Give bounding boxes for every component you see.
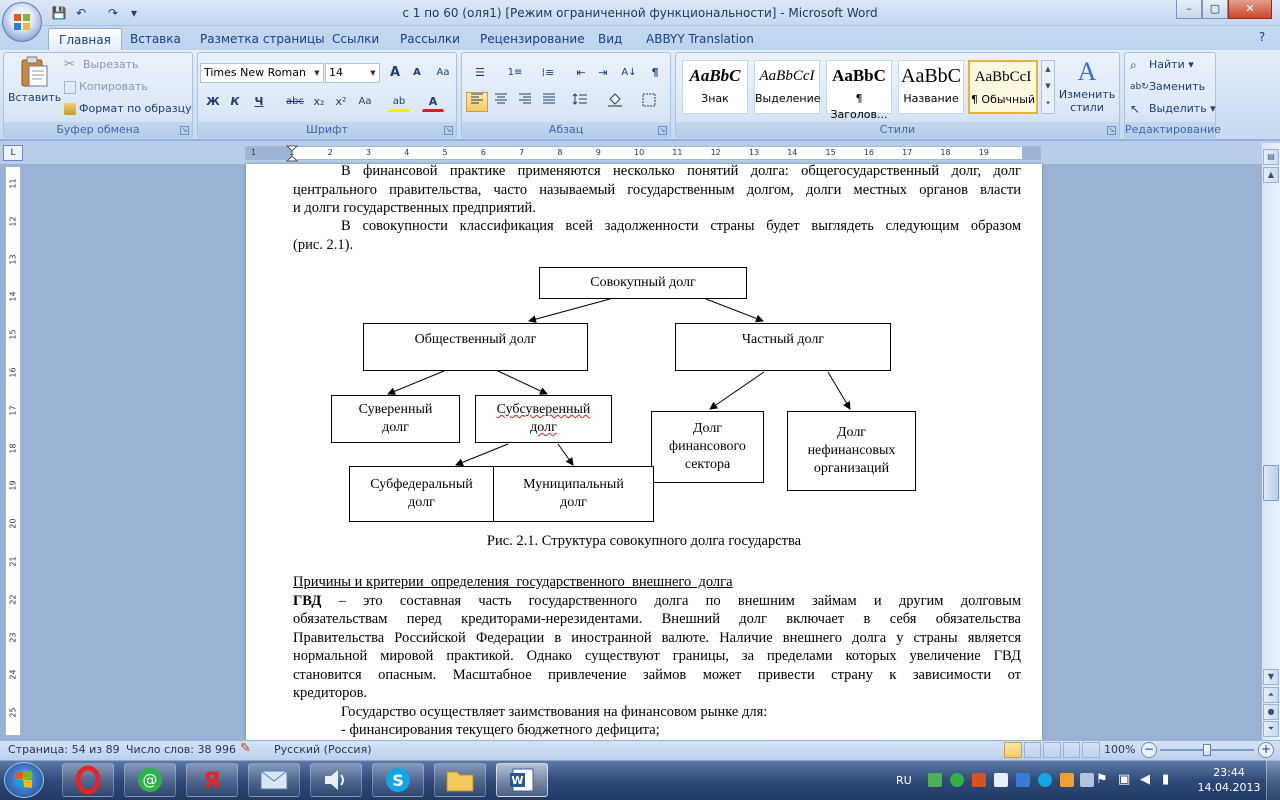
ruler-number: 8: [557, 148, 563, 157]
italic-button[interactable]: К: [230, 95, 240, 108]
tab-references[interactable]: Ссылки: [332, 32, 380, 46]
box-municipal-debt: Муниципальный долг: [493, 466, 654, 522]
tab-home[interactable]: Главная: [48, 28, 122, 50]
paragraph-line: и долги государственных предприятий.: [293, 200, 536, 216]
word-count[interactable]: Число слов: 38 996: [126, 743, 236, 756]
box-sovereign-debt: Суверенный долг: [331, 395, 460, 443]
select-label: Выделить: [1149, 102, 1207, 115]
mail-envelope-icon: [260, 769, 288, 791]
numbering-button[interactable]: 1≡: [507, 67, 523, 78]
brush-icon: [64, 103, 76, 115]
style-preview: AaBbC: [689, 66, 741, 85]
ruler-number: 19: [8, 480, 18, 491]
document-page[interactable]: [246, 164, 1042, 740]
outline-view-icon[interactable]: [1063, 742, 1081, 758]
ruler-number: 9: [595, 148, 601, 157]
vertical-ruler[interactable]: [5, 166, 21, 736]
speaker-icon: [322, 767, 350, 793]
arrow-private-financial: [710, 372, 764, 409]
indent-marker-icon[interactable]: [286, 146, 298, 161]
paragraph-line: обязательствам перед кредиторами-нерезидентами. Внешний долг включает в себя обязательства: [293, 611, 1021, 627]
browse-object-icon[interactable]: ●: [1263, 704, 1279, 720]
style-preview: AaBbCcI: [974, 69, 1032, 85]
skype-icon: [384, 766, 412, 794]
close-button[interactable]: ✕: [1228, 0, 1272, 19]
update-tray-icon[interactable]: [1060, 773, 1074, 787]
tab-view[interactable]: Вид: [598, 32, 623, 46]
scroll-up-icon[interactable]: ▲: [1263, 167, 1279, 183]
strikethrough-button[interactable]: abc: [286, 96, 304, 107]
office-button[interactable]: [2, 2, 42, 42]
ruler-number: 25: [8, 707, 18, 718]
shading-button[interactable]: [600, 92, 630, 112]
copy-button[interactable]: [64, 77, 148, 97]
svg-text:W: W: [511, 774, 524, 787]
full-screen-reading-icon[interactable]: [1024, 742, 1042, 758]
taskbar-explorer[interactable]: [434, 763, 486, 797]
box-private-debt: Частный долг: [675, 323, 891, 371]
ruler-number: 17: [902, 148, 913, 157]
svg-text:S: S: [392, 771, 404, 790]
horizontal-ruler[interactable]: [245, 146, 1041, 160]
redo-icon[interactable]: ↷: [107, 6, 119, 20]
taskbar-sound[interactable]: [310, 763, 362, 797]
font-family-value: Times New Roman: [204, 66, 306, 79]
previous-page-icon[interactable]: ⏶: [1263, 687, 1279, 703]
yandex-icon: [200, 766, 224, 794]
grow-font-button[interactable]: A: [389, 65, 401, 80]
volume-icon[interactable]: ◀: [1140, 772, 1150, 787]
scissors-icon: ✂: [64, 57, 75, 72]
change-styles-icon: A: [1077, 57, 1097, 86]
clock[interactable]: [1196, 765, 1262, 795]
ruler-number: 21: [8, 556, 18, 567]
subscript-button[interactable]: x₂: [313, 95, 325, 108]
zoom-out-icon[interactable]: −: [1141, 742, 1157, 758]
download-tray-icon[interactable]: [928, 773, 942, 787]
scroll-thumb[interactable]: [1263, 465, 1279, 501]
box-public-debt: Общественный долг: [363, 323, 588, 371]
ruler-number: 16: [863, 148, 874, 157]
borders-icon: [642, 93, 656, 107]
clear-formatting-button[interactable]: Aa: [436, 67, 450, 78]
paragraph-line: Государство осуществляет заимствования на финансовом рынке для:: [341, 703, 768, 720]
box-subfederal-debt: Субфедеральный долг: [349, 466, 494, 522]
ruler-number: 11: [8, 178, 18, 189]
tab-mailings[interactable]: Рассылки: [400, 32, 460, 46]
ruler-number: 13: [748, 148, 760, 157]
signal-icon[interactable]: ▮: [1162, 772, 1170, 787]
paint-bucket-icon: [607, 93, 623, 107]
ruler-number: 1: [289, 148, 295, 157]
font-launcher-icon[interactable]: ↘: [445, 126, 452, 134]
window-title: с 1 по 60 (оля1) [Режим ограниченной функциональности] - Microsoft Word: [402, 6, 878, 20]
svg-text:Я: Я: [203, 769, 221, 794]
skype-tray-icon[interactable]: [1038, 773, 1052, 787]
justify-icon: [542, 93, 556, 105]
ruler-number: 23: [8, 632, 18, 643]
ruler-number: 22: [8, 594, 18, 605]
arrow-subsovereign-subfederal: [456, 444, 508, 465]
paste-icon: [19, 56, 49, 88]
paragraph-line: становится опасным. Масштабное привлечение займов может привести страну к зависимости от: [293, 666, 1021, 683]
format-painter-label: Формат по образцу: [79, 102, 192, 115]
windows-logo-icon: [5, 763, 43, 797]
section-heading: Причины и критерии определения государственного внешнего долга: [293, 574, 733, 590]
styles-scroll[interactable]: [1041, 60, 1055, 114]
ruler-number: 16: [8, 367, 18, 378]
folder-icon: [445, 767, 475, 793]
chevron-down-icon: ▼: [370, 69, 376, 77]
taskbar-yandex[interactable]: [186, 763, 238, 797]
sort-button[interactable]: A↓: [621, 67, 637, 78]
change-styles-button[interactable]: [1058, 56, 1116, 118]
paragraph-line-text: – это составная часть государственного долга по внешним займам и другим долговым: [321, 592, 1021, 609]
paste-label: Вставить: [8, 91, 62, 104]
underline-button[interactable]: Ч: [254, 95, 264, 108]
ruler-number: 3: [365, 148, 371, 157]
multilevel-list-button[interactable]: ⁞≡: [541, 66, 555, 79]
align-left-button[interactable]: [466, 92, 488, 112]
list-item: - финансирования текущего бюджетного дефицита;: [341, 722, 660, 738]
tab-insert[interactable]: Вставка: [130, 32, 181, 46]
ruler-number: 18: [8, 443, 18, 454]
style-emphasis[interactable]: [754, 60, 820, 114]
style-preview: AaBbCcI: [759, 68, 815, 84]
scroll-up-icon[interactable]: ▲: [1045, 65, 1051, 73]
start-button[interactable]: [4, 762, 44, 798]
gvd-term: ГВД: [293, 592, 322, 609]
tab-review[interactable]: Рецензирование: [480, 32, 585, 46]
ruler-number: 13: [8, 254, 18, 265]
paragraph-line: кредиторов.: [293, 685, 368, 701]
ruler-number: 6: [480, 148, 486, 157]
save-icon[interactable]: 💾: [51, 6, 67, 20]
app-tray-icon[interactable]: [972, 773, 986, 787]
tab-abbyy-translation[interactable]: ABBYY Translation: [646, 32, 754, 46]
paragraph-line: В совокупности классификация всей задолженности страны будет выглядеть следующим образом: [341, 218, 1021, 234]
shrink-font-button[interactable]: A: [413, 67, 421, 78]
styles-launcher-icon[interactable]: ↘: [1108, 126, 1115, 134]
align-center-button[interactable]: [490, 92, 512, 112]
font-family-select[interactable]: [200, 63, 324, 83]
cut-label: Вырезать: [83, 58, 139, 71]
paste-button[interactable]: [8, 56, 60, 118]
align-left-icon: [470, 93, 484, 105]
editing-group-label: Редактирование: [1125, 123, 1221, 136]
style-name: Знак: [701, 92, 729, 105]
help-icon[interactable]: ?: [1258, 30, 1266, 44]
tab-page-layout[interactable]: Разметка страницы: [200, 32, 325, 46]
network-drive-tray-icon[interactable]: [1016, 773, 1030, 787]
binoculars-icon: ⌕: [1130, 58, 1137, 72]
ruler-number: 24: [8, 669, 18, 680]
arrow-public-sovereign: [388, 371, 444, 394]
select-button[interactable]: ↖ Выделить ▾: [1130, 102, 1216, 116]
find-button[interactable]: ⌕ Найти ▾: [1130, 58, 1194, 72]
change-styles-label: Изменить стили: [1058, 88, 1116, 114]
style-name: Название: [903, 92, 959, 105]
ruler-number: 4: [404, 148, 410, 157]
ruler-number: 18: [940, 148, 951, 157]
highlight-button[interactable]: ab: [388, 92, 410, 112]
paragraph-line: В финансовой практике применяются несколько понятий долга: общегосударственный долг, долг: [341, 163, 1021, 179]
scroll-down-icon[interactable]: ▼: [1263, 669, 1279, 685]
justify-button[interactable]: [538, 92, 560, 112]
clipboard-group-label: Буфер обмена: [4, 122, 192, 137]
paragraph-group-label: Абзац: [462, 122, 670, 137]
find-label: Найти: [1149, 58, 1185, 71]
box-subsovereign-debt: Субсуверенный долг: [475, 395, 612, 443]
undo-icon[interactable]: ↶: [75, 6, 87, 20]
language-indicator[interactable]: Русский (Россия): [274, 743, 372, 756]
clock-time: 23:44: [1213, 766, 1245, 779]
taskbar-word[interactable]: [496, 763, 548, 797]
draft-view-icon[interactable]: [1082, 742, 1100, 758]
borders-button[interactable]: [634, 92, 664, 112]
ruler-number: 10: [634, 148, 645, 157]
align-right-icon: [518, 93, 532, 105]
figure-caption: Рис. 2.1. Структура совокупного долга государства: [486, 533, 802, 549]
network-icon[interactable]: ▣: [1118, 772, 1131, 787]
box-total-debt: Совокупный долг: [539, 267, 747, 299]
zoom-in-icon[interactable]: +: [1258, 742, 1274, 758]
increase-indent-button[interactable]: ⇥: [598, 66, 608, 79]
ruler-number: 12: [8, 216, 18, 227]
arrow-total-private: [706, 299, 763, 321]
ruler-right-margin: [1022, 147, 1040, 159]
input-language[interactable]: RU: [896, 774, 912, 787]
paragraph-line: нормальной мировой практикой. Однако существуют границы, за пределами которых увеличение ГВД: [293, 648, 1021, 664]
more-styles-icon[interactable]: ▾: [1046, 99, 1050, 107]
svg-text:@: @: [142, 771, 158, 789]
change-case-button[interactable]: Aa: [358, 96, 372, 107]
style-preview: AaBbC: [832, 66, 886, 85]
superscript-button[interactable]: x²: [335, 95, 347, 108]
ruler-toggle-icon[interactable]: ▤: [1263, 149, 1279, 165]
ruler-number: 14: [8, 291, 18, 302]
font-color-button[interactable]: A: [422, 92, 444, 112]
show-marks-button[interactable]: ¶: [651, 66, 659, 79]
vertical-scrollbar[interactable]: [1262, 143, 1280, 740]
customize-qat-icon[interactable]: ▾: [130, 6, 138, 20]
taskbar-mail-agent[interactable]: [124, 763, 176, 797]
box-financial-sector-debt: Долг финансового сектора: [651, 411, 764, 483]
spelling-check-icon[interactable]: ✎: [240, 741, 251, 756]
opera-icon: [75, 766, 101, 794]
align-right-button[interactable]: [514, 92, 536, 112]
ruler-number: 12: [710, 148, 721, 157]
bold-button[interactable]: Ж: [206, 95, 220, 108]
ruler-number: 17: [8, 405, 18, 416]
view-buttons: [1004, 742, 1100, 758]
minimize-button[interactable]: –: [1176, 0, 1202, 19]
office-logo-icon: [12, 12, 32, 32]
cut-button[interactable]: [64, 55, 138, 75]
style-normal[interactable]: [968, 60, 1038, 114]
cursor-icon: ↖: [1130, 102, 1141, 116]
style-name: ¶ Обычный: [970, 93, 1036, 106]
replace-icon: ab↻: [1130, 82, 1149, 92]
ruler-number: 19: [978, 148, 989, 157]
next-page-icon[interactable]: ⏷: [1263, 721, 1279, 737]
word-icon: [508, 766, 536, 794]
taskbar-mail[interactable]: [248, 763, 300, 797]
ruler-number: 7: [519, 148, 525, 157]
ruler-number: 20: [8, 518, 18, 529]
style-title[interactable]: [898, 60, 964, 114]
style-preview: AaBbC: [901, 65, 961, 87]
chevron-down-icon: ▼: [314, 69, 320, 77]
ruler-number: 15: [825, 148, 836, 157]
align-center-icon: [494, 93, 508, 105]
copy-label: Копировать: [79, 80, 148, 93]
format-painter-button[interactable]: [64, 99, 192, 119]
replace-label: Заменить: [1149, 80, 1206, 93]
scroll-down-icon[interactable]: ▼: [1045, 82, 1051, 90]
document-tray-icon[interactable]: [994, 773, 1008, 787]
replace-button[interactable]: [1130, 77, 1205, 97]
paragraph-line: [293, 592, 1021, 611]
ruler-number: 2: [327, 148, 333, 157]
paragraph-line: Правительства Российской Федерации в иностранной валюте. Наличие внешнего долга у страны является: [293, 629, 1021, 646]
style-znak[interactable]: [682, 60, 748, 114]
taskbar-skype[interactable]: [372, 763, 424, 797]
style-name: ¶ Заголов...: [830, 92, 888, 121]
arrow-total-public: [529, 299, 610, 321]
ruler-number: 5: [442, 148, 448, 157]
font-size-select[interactable]: [325, 63, 380, 83]
style-heading[interactable]: [826, 60, 892, 121]
zoom-slider-thumb[interactable]: [1203, 744, 1211, 756]
ruler-number: 15: [8, 329, 18, 340]
agent-tray-icon[interactable]: [950, 773, 964, 787]
clock-date: 14.04.2013: [1197, 781, 1261, 794]
styles-group-label: Стили: [676, 122, 1119, 137]
clipboard-launcher-icon[interactable]: ↘: [181, 126, 188, 134]
arrow-private-nonfinancial: [828, 372, 850, 409]
page-counter[interactable]: Страница: 54 из 89: [8, 743, 120, 756]
show-desktop-button[interactable]: [1266, 760, 1280, 800]
zoom-level[interactable]: 100%: [1104, 743, 1136, 756]
maximize-button[interactable]: ▢: [1202, 0, 1228, 19]
font-size-value: 14: [329, 66, 343, 79]
bullets-button[interactable]: ☰: [475, 66, 485, 79]
hardware-tray-icon[interactable]: [1080, 773, 1094, 787]
flag-icon[interactable]: ⚑: [1096, 772, 1108, 787]
tab-selector[interactable]: L: [3, 145, 23, 161]
style-name: Выделение: [755, 92, 821, 105]
web-layout-icon[interactable]: [1043, 742, 1061, 758]
mail-agent-icon: [136, 766, 164, 794]
copy-icon: [64, 81, 76, 94]
paragraph-line: центрального правительства, часто называемый государственным долгом, долги местных органов власти: [293, 181, 1021, 198]
paragraph-line: (рис. 2.1).: [293, 236, 354, 253]
decrease-indent-button[interactable]: ⇤: [576, 66, 586, 79]
taskbar-opera[interactable]: [62, 763, 114, 797]
font-group-label: Шрифт: [198, 122, 456, 137]
print-layout-icon[interactable]: [1004, 742, 1022, 758]
line-spacing-button[interactable]: [566, 92, 594, 112]
arrow-subsovereign-municipal: [558, 444, 573, 465]
arrow-public-subsovereign: [498, 371, 547, 394]
box-nonfinancial-debt: Долг нефинансовых организаций: [787, 411, 916, 491]
paragraph-launcher-icon[interactable]: ↘: [659, 126, 666, 134]
ruler-number: 14: [787, 148, 798, 157]
line-spacing-icon: [572, 93, 588, 105]
ruler-number: 11: [672, 148, 683, 157]
ruler-number: 1: [251, 148, 257, 157]
